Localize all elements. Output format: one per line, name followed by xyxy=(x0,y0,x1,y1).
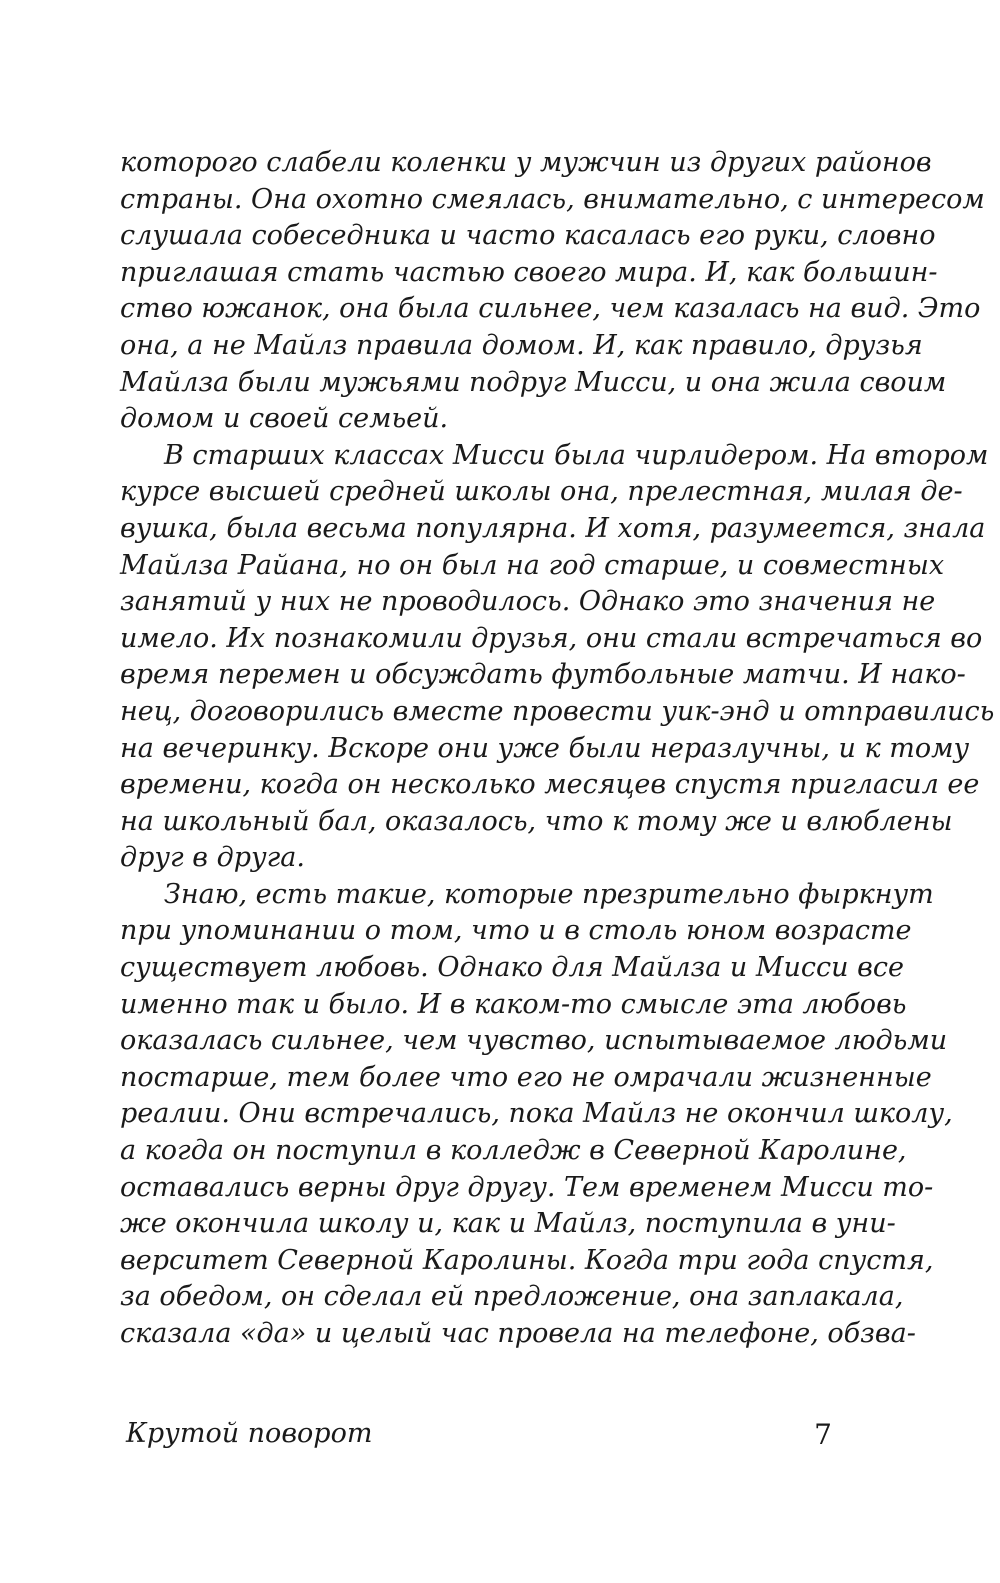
page-number: 7 xyxy=(814,1418,832,1451)
text-line: оказалась сильнее, чем чувство, испытываемое людьми xyxy=(120,1025,948,1057)
text-line: которого слабели коленки у мужчин из других районов xyxy=(120,147,932,178)
text-line: друг в друга. xyxy=(120,842,305,874)
text-line: занятий у них не проводилось. Однако это значения не xyxy=(120,586,936,618)
paragraph xyxy=(120,145,985,438)
text-line: время перемен и обсуждать футбольные матчи. И нако- xyxy=(120,659,966,691)
text-line: за обедом, он сделал ей предложение, она заплакала, xyxy=(120,1281,904,1313)
text-line: слушала собеседника и часто касалась его руки, словно xyxy=(120,220,936,252)
text-line: курсе высшей средней школы она, прелестная, милая де- xyxy=(120,476,963,508)
text-line: Майлза были мужьями подруг Мисси, и она жила своим xyxy=(120,366,947,398)
text-line: существует любовь. Однако для Майлза и Мисси все xyxy=(120,952,904,984)
text-line: она, а не Майлз правила домом. И, как правило, друзья xyxy=(120,329,923,361)
text-line: Майлза Райана, но он был на год старше, и совместных xyxy=(120,549,945,581)
text-line: верситет Северной Каролины. Когда три года спустя, xyxy=(120,1244,934,1276)
running-title: Крутой поворот xyxy=(126,1418,373,1449)
text-line: времени, когда он несколько месяцев спустя пригласил ее xyxy=(120,769,980,801)
body-text xyxy=(120,145,995,1353)
text-line: именно так и было. И в каком-то смысле эта любовь xyxy=(120,988,907,1020)
text-line: реалии. Они встречались, пока Майлз не окончил школу, xyxy=(120,1098,953,1130)
text-line: постарше, тем более что его не омрачали жизненные xyxy=(120,1061,932,1093)
text-line: нец, договорились вместе провести уик-энд и отправились xyxy=(120,695,995,727)
text-line: ство южанок, она была сильнее, чем казалась на вид. Это xyxy=(120,293,981,325)
text-line: а когда он поступил в колледж в Северной Каролине, xyxy=(120,1135,907,1167)
text-line: Знаю, есть такие, которые презрительно фыркнут xyxy=(164,878,934,910)
text-line: сказала «да» и целый час провела на телефоне, обзва- xyxy=(120,1318,916,1349)
text-line: вушка, была весьма популярна. И хотя, разумеется, знала xyxy=(120,512,986,544)
text-line: на вечеринку. Вскоре они уже были неразлучны, и к тому xyxy=(120,732,970,764)
text-line: же окончила школу и, как и Майлз, поступила в уни- xyxy=(120,1208,896,1240)
text-line: домом и своей семьей. xyxy=(120,403,449,435)
paragraph xyxy=(120,877,953,1353)
text-line: В старших классах Мисси была чирлидером. На втором xyxy=(164,439,989,471)
text-line: страны. Она охотно смеялась, внимательно, с интересом xyxy=(120,183,985,215)
text-line: на школьный бал, оказалось, что к тому же и влюблены xyxy=(120,805,953,837)
text-line: оставались верны друг другу. Тем временем Мисси то- xyxy=(120,1171,934,1203)
text-line: приглашая стать частью своего мира. И, как большин- xyxy=(120,256,938,288)
page-footer xyxy=(120,1418,836,1458)
text-line: при упоминании о том, что и в столь юном возрасте xyxy=(120,915,912,947)
text-line: имело. Их познакомили друзья, они стали встречаться во xyxy=(120,622,983,654)
paragraph xyxy=(120,438,995,877)
